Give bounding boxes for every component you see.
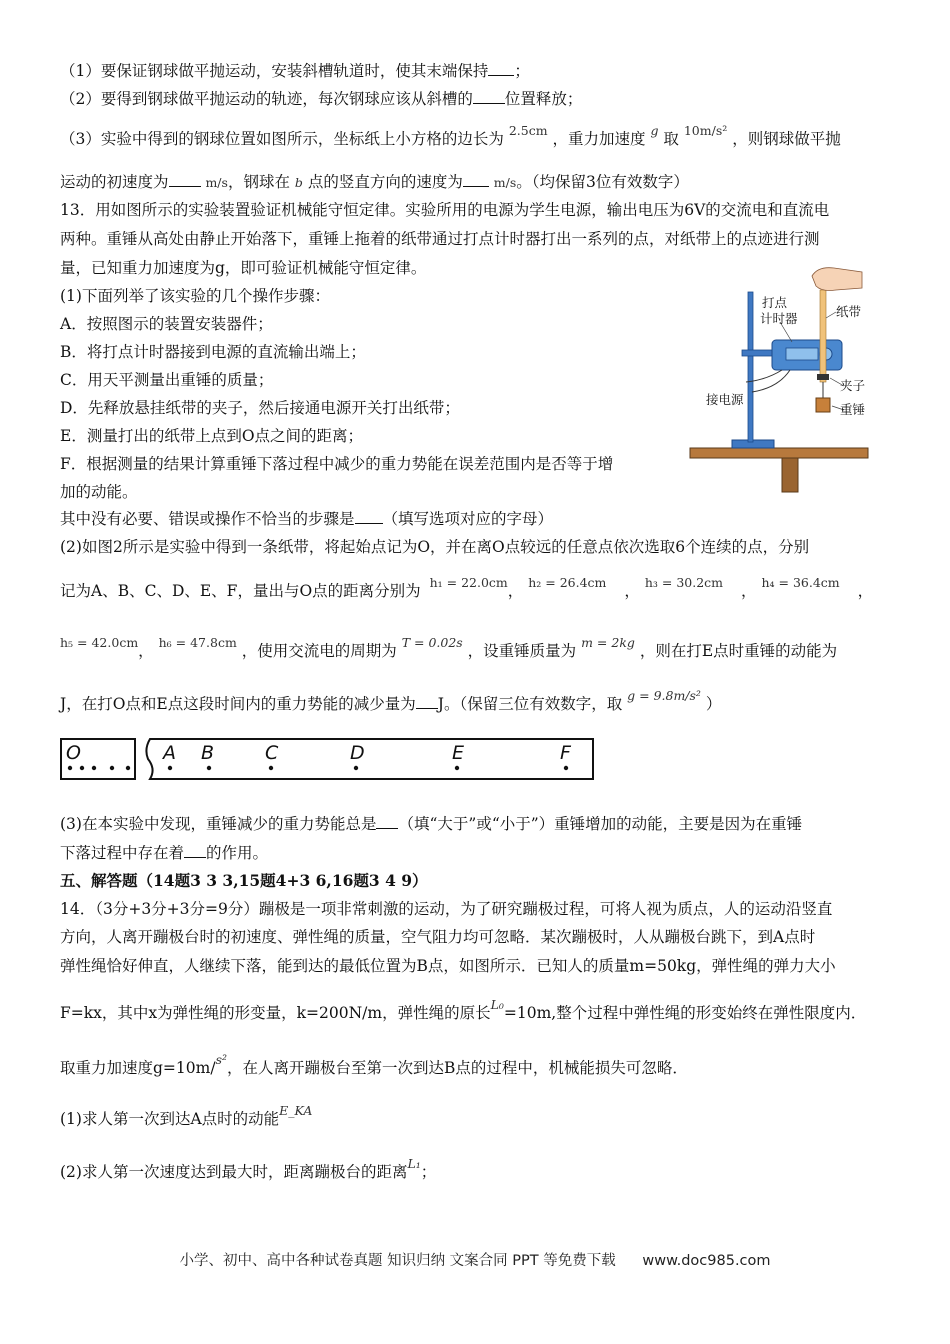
q13-part3-line-2: 下落过程中存在着 的作用。: [60, 844, 269, 862]
tape-dot: [564, 766, 568, 770]
q14-question-1: (1)求人第一次到达A点时的动能$^{E\_KA}$: [60, 1103, 313, 1128]
step-c: C．用天平测量出重锤的质量；: [60, 371, 274, 389]
answer-blank: [184, 843, 206, 858]
step-f: F．根据测量的结果计算重锤下落过程中减少的重力势能在误差范围内是否等于增: [60, 455, 614, 473]
step-b: B．将打点计时器接到电源的直流输出端上；: [60, 343, 366, 361]
tape-dot: [92, 766, 96, 770]
tape-label-c: C: [265, 742, 279, 764]
label-weight: 重锤: [840, 402, 866, 417]
tape-label-a: A: [163, 742, 176, 764]
q13-line-3: 量，已知重力加速度为g，即可验证机械能守恒定律。: [60, 259, 427, 277]
table-leg: [782, 458, 798, 492]
q13-part1-intro: (1)下面列举了该实验的几个操作步骤：: [60, 287, 330, 305]
q14-line-5: 取重力加速度g=10m/$^{s^2}$，在人离开蹦极台至第一次到达B点的过程中，机械能损失可忽略．: [60, 1052, 688, 1077]
q12-line-3: （3）实验中得到的钢球位置如图所示，坐标纸上小方格的边长为 $^{2.5cm}$ ，重力加速度 $^g$ 取 $^{10m/s^2}$ ，则钢球做平抛: [60, 123, 841, 148]
q14-line-3: 弹性绳恰好伸直，人继续下落，能到达的最低位置为B点，如图所示．已知人的质量m=50kg，弹性绳的弹力大小: [60, 957, 836, 975]
table-top: [690, 448, 868, 458]
step-a: A．按照图示的装置安装器件；: [60, 315, 273, 333]
step-d: D．先释放悬挂纸带的夹子，然后接通电源开关打出纸带；: [60, 399, 460, 417]
tape-dot: [110, 766, 114, 770]
q12-line-4: 运动的初速度为 m/s，钢球在 b 点的竖直方向的速度为 m/s。（均保留3位有效数字）: [60, 173, 689, 191]
answer-blank: [169, 172, 201, 187]
tape-dot: [455, 766, 459, 770]
answer-blank: [376, 814, 398, 829]
tape-label-d: D: [350, 742, 365, 764]
apparatus-figure: [686, 262, 872, 494]
footer-site[interactable]: www.doc985.com: [642, 1253, 771, 1269]
label-timer-1: 打点: [762, 295, 788, 310]
q13-part2-line-4: J，在打O点和E点这段时间内的重力势能的减少量为 J。（保留三位有效数字，取 $^{g = 9.8m/s^2}$ ）: [60, 688, 722, 713]
section-heading: 五、解答题（14题3 3 3,15题4+3 6,16题3 4 9）: [60, 871, 428, 890]
weight: [816, 398, 830, 412]
q14-line-1: 14．（3分+3分+3分=9分）蹦极是一项非常刺激的运动，为了研究蹦极过程，可将人视为质点，人的运动沿竖直: [60, 900, 833, 918]
page-footer: [0, 1249, 950, 1270]
tape-dot: [168, 766, 172, 770]
q13-part3-line-1: (3)在本实验中发现，重锤减少的重力势能总是 （填“大于”或“小于”）重锤增加的动能，主要是因为在重锤: [60, 815, 803, 833]
stand-pole: [748, 292, 753, 442]
q14-line-2: 方向，人离开蹦极台时的初速度、弹性绳的质量，空气阻力均可忽略．某次蹦极时，人从蹦极台跳下，到A点时: [60, 928, 816, 946]
answer-blank: [463, 172, 489, 187]
tape-label-f: F: [560, 742, 571, 764]
paper-tape-figure: [60, 736, 594, 782]
q13-part1-question: 其中没有必要、错误或操作不恰当的步骤是 （填写选项对应的字母）: [60, 510, 554, 528]
tape-label-o: O: [66, 742, 81, 764]
side-length: 2.5cm: [508, 123, 548, 138]
answer-blank: [416, 694, 438, 709]
wire: [752, 370, 790, 392]
q13-part2-line-2: 记为A、B、C、D、E、F，量出与O点的距离分别为 $^{h_1 = 22.0cm}$， $^{h_2 = 26.4cm}$ ， $^{h_3 = 30.2cm}$ ， $^{h_4 = 36.4cm}$ ，: [60, 575, 874, 600]
stand-arm: [742, 350, 776, 356]
tape-dot: [126, 766, 130, 770]
q12-line-2: （2）要得到钢球做平抛运动的轨迹，每次钢球应该从斜槽的 位置释放；: [60, 90, 583, 108]
clip: [817, 374, 829, 380]
tape-dot: [207, 766, 211, 770]
q13-part2-line-3: $^{h_5 = 42.0cm}$， $^{h_6 = 47.8cm}$ ，使用交流电的周期为 $^{T = 0.02s}$ ，设重锤质量为 $^{m = 2kg}$ ，则在打E点时重锤的动能为: [60, 635, 838, 660]
q13-line-2: 两种。重锤从高处由静止开始落下，重锤上拖着的纸带通过打点计时器打出一系列的点，对纸带上的点迹进行测: [60, 230, 820, 248]
answer-blank: [355, 509, 383, 524]
tape-dot: [80, 766, 84, 770]
timer-coil: [786, 348, 818, 360]
hand: [812, 268, 862, 291]
label-power: 接电源: [706, 392, 744, 407]
tape-label-e: E: [452, 742, 465, 764]
tape-dot: [269, 766, 273, 770]
tape-dots: [68, 766, 568, 770]
step-e: E．测量打出的纸带上点到O点之间的距离；: [60, 427, 364, 445]
tape-dot: [68, 766, 72, 770]
tape-label-b: B: [201, 742, 215, 764]
answer-blank: [473, 89, 505, 104]
label-clip: 夹子: [840, 378, 866, 393]
paper-tape: [820, 290, 826, 382]
label-tape: 纸带: [836, 304, 862, 319]
q14-question-2: (2)求人第一次速度达到最大时，距离蹦极台的距离$^{L_1}$；: [60, 1156, 437, 1181]
label-timer-2: 计时器: [760, 311, 798, 326]
q12-line-1: （1）要保证钢球做平抛运动，安装斜槽轨道时，使其末端保持 ；: [60, 62, 530, 80]
tape-dot: [354, 766, 358, 770]
q14-line-4: F=kx，其中x为弹性绳的形变量，k=200N/m，弹性绳的原长$^{L_0}$=10m,整个过程中弹性绳的形变始终在弹性限度内．: [60, 997, 867, 1022]
answer-blank: [488, 61, 514, 76]
footer-text: 小学、初中、高中各种试卷真题 知识归纳 文案合同 PPT 等免费下载: [179, 1253, 616, 1269]
step-f-cont: 加的动能。: [60, 483, 138, 501]
q13-part2-line-1: (2)如图2所示是实验中得到一条纸带，将起始点记为O，并在离O点较远的任意点依次选取6个连续的点，分别: [60, 538, 810, 556]
q13-line-1: 13．用如图所示的实验装置验证机械能守恒定律。实验所用的电源为学生电源，输出电压为6V的交流电和直流电: [60, 201, 830, 219]
